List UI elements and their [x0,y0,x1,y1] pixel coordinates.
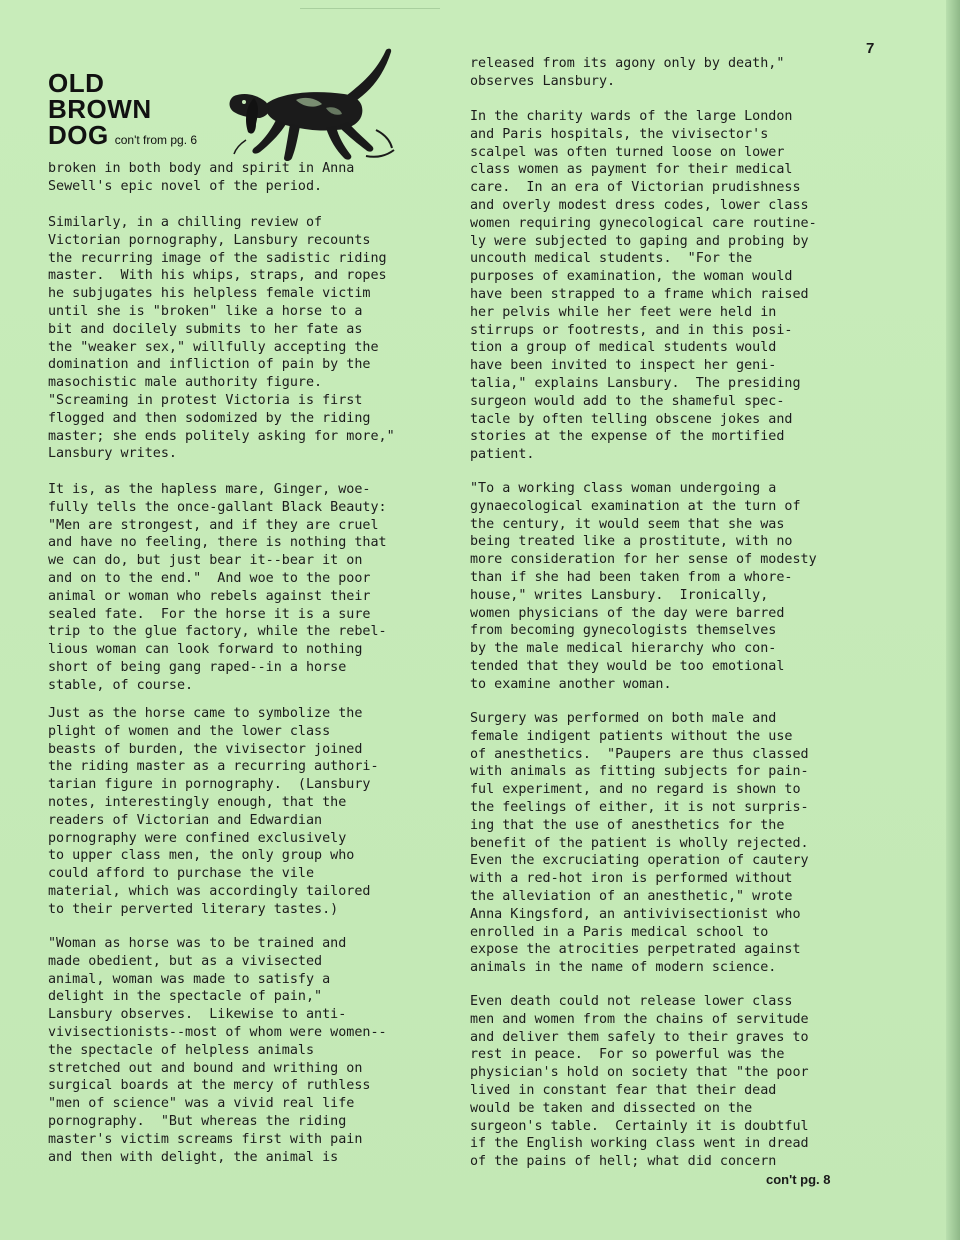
right-paragraph-4: Surgery was performed on both male and female indigent patients without the use of anesthetics. "Paupers are thus classed with animals as fitting subjects for pain- ful experiment, and no regard is shown to the feelings of either, it is not surpris- ing that the use of anesthetics for the benefit of the patient is wholly rejected. Even the excruciating operation of cautery with a red-hot iron is performed without the alleviation of an anesthetic," wrote Anna Kingsford, an antivivisectionist who enrolled in a Paris medical school to expose the atrocities perpetrated against animals in the name of modern science. [470,711,809,976]
right-paragraph-2: In the charity wards of the large London and Paris hospitals, the vivisector's scalpel was often turned loose on lower class women as payment for their medical care. In an era of Victorian prudishness and overly modest dress codes, lower class women requiring gynecological care routine- ly were subjected to gaping and probing by uncouth medical students. "For the purposes of examination, the woman would have been strapped to a frame which raised her pelvis while her feet were held in stirrups or footrests, and in this posi- tion a group of medical students would have been invited to inspect her geni- talia," explains Lansbury. The presiding surgeon would add to the shameful spec- tacle by often telling obscene jokes and stories at the expense of the mortified patient. [470,109,817,463]
right-paragraph-5: Even death could not release lower class men and women from the chains of servitude and deliver them safely to their graves to rest in peace. For so powerful was the physician's hold on society that "the poor lived in constant fear that their dead would be taken and dissected on the surgeon's table. Certainly it is doubtful if the English working class went in dread of the pains of hell; what did concern [470,994,809,1170]
left-paragraph-3: It is, as the hapless mare, Ginger, woe- fully tells the once-gallant Black Beauty: "Men are strongest, and if they are cruel and have no feeling, there is nothing that we can do, but just bear it--bear it on and on to the end." And woe to the poor animal or woman who rebels against their sealed fate. For the horse it is a sure trip to the glue factory, while the rebel- lious woman can look forward to nothing short of being gang raped--in a horse stable, of course. [48,482,387,693]
left-paragraph-1: broken in both body and spirit in Anna Sewell's epic novel of the period. [48,161,355,194]
left-paragraph-2: Similarly, in a chilling review of Victorian pornography, Lansbury recounts the recurring image of the sadistic riding master. With his whips, straps, and ropes he subjugates his helpless female victim until she is "broken" like a horse to a bit and docilely submits to her fate as the "weaker sex," willfully accepting the domination and infliction of pain by the masochistic male authority figure. "Screaming in protest Victoria is first flogged and then sodomized by the riding master; she ends politely asking for more," Lansbury writes. [48,215,395,462]
right-column [470,0,817,1170]
page-edge-shadow [946,0,960,1240]
right-paragraph-1: released from its agony only by death," observes Lansbury. [470,56,785,89]
continued-to-note: con't pg. 8 [766,1172,831,1187]
page-number: 7 [866,40,875,57]
headline-line-3 [48,122,197,153]
headline-dog-word: DOG [48,120,109,150]
right-paragraph-3: "To a working class woman undergoing a gynaecological examination at the turn of the century, it would seem that she was being treated like a prostitute, with no more consideration for her sense of modesty than if she had been taken from a whore- house," writes Lansbury. Ironically, women physicians of the day were barred from becoming gynecologists themselves by the male medical hierarchy who con- tended that they would be too emotional to examine another woman. [470,481,817,692]
scan-artifact-line [300,8,440,9]
running-dog-illustration-icon [226,44,402,164]
left-paragraph-5: "Woman as horse was to be trained and made obedient, but as a vivisected animal, woman was made to satisfy a delight in the spectacle of pain," Lansbury observes. Likewise to anti- vivisectionists--most of whom were women-- the spectacle of helpless animals stretched out and bound and writhing on surgical boards at the mercy of ruthless "men of science" was a vivid real life pornography. "But whereas the riding master's victim screams first with pain and then with delight, the animal is [48,936,387,1165]
continued-from-note: con't from pg. 6 [114,133,198,147]
headline-line-2: BROWN [48,94,152,124]
left-paragraph-4: Just as the horse came to symbolize the plight of women and the lower class beasts of burden, the vivisector joined the riding master as a recurring authori- tarian figure in pornography. (Lansbury notes, interestingly enough, that the readers of Victorian and Edwardian pornography were confined exclusively to upper class men, the only group who could afford to purchase the vile material, which was accordingly tailored to their perverted literary tastes.) [48,706,379,917]
headline-line-1: OLD [48,68,105,98]
